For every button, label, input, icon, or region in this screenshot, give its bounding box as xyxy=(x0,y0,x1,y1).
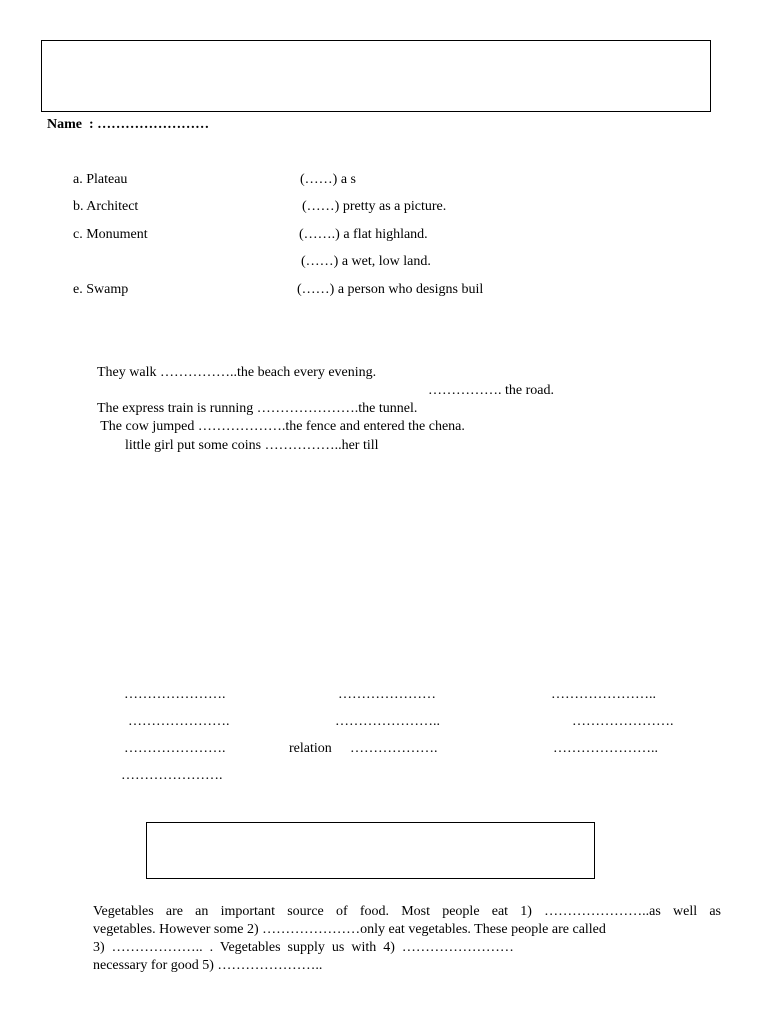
word-blank: ………………….. xyxy=(551,687,656,702)
match-right-item: (…….) a flat highland. xyxy=(299,227,428,242)
match-right-item: (……) a wet, low land. xyxy=(301,254,431,269)
match-left-item: a. Plateau xyxy=(73,172,128,187)
match-right-item: (……) pretty as a picture. xyxy=(302,199,447,214)
preposition-sentence: little girl put some coins ……………..her till xyxy=(125,438,379,453)
passage-line: 3) ……………….. . Vegetables supply us with 4) …………………… xyxy=(93,940,514,955)
word-box xyxy=(146,822,595,879)
passage-line: Vegetables are an important source of food. Most people eat 1) …………………..as well as xyxy=(93,904,721,919)
word-blank: ………………… xyxy=(338,687,436,702)
word-blank: …………………. xyxy=(128,714,230,729)
title-box xyxy=(41,40,711,112)
word-blank: …………………. xyxy=(124,741,226,756)
match-right-item: (……) a person who designs buil xyxy=(297,282,484,297)
preposition-sentence: The express train is running ………………….the tunnel. xyxy=(97,401,418,416)
match-right-item: (……) a s xyxy=(300,172,356,187)
word-blank: ………………….. xyxy=(335,714,440,729)
match-left-item: e. Swamp xyxy=(73,282,129,297)
passage-line: vegetables. However some 2) …………………only eat vegetables. These people are called xyxy=(93,922,606,937)
match-left-item: c. Monument xyxy=(73,227,148,242)
preposition-sentence: The cow jumped ……………….the fence and entered the chena. xyxy=(97,419,465,434)
cloze-passage xyxy=(93,903,721,975)
word-blank: …………………. xyxy=(572,714,674,729)
word-blank: ………………….. xyxy=(553,741,658,756)
word-label: relation xyxy=(289,741,332,756)
name-field: Name : …………………… xyxy=(47,117,210,132)
word-blank: ………………. xyxy=(350,741,438,756)
word-blank: …………………. xyxy=(124,687,226,702)
preposition-sentence: ……………. the road. xyxy=(428,383,554,398)
passage-line: necessary for good 5) ………………….. xyxy=(93,958,323,973)
preposition-sentence: They walk ……………..the beach every evening. xyxy=(97,365,377,380)
word-blank: …………………. xyxy=(121,768,223,783)
match-left-item: b. Architect xyxy=(73,199,139,214)
